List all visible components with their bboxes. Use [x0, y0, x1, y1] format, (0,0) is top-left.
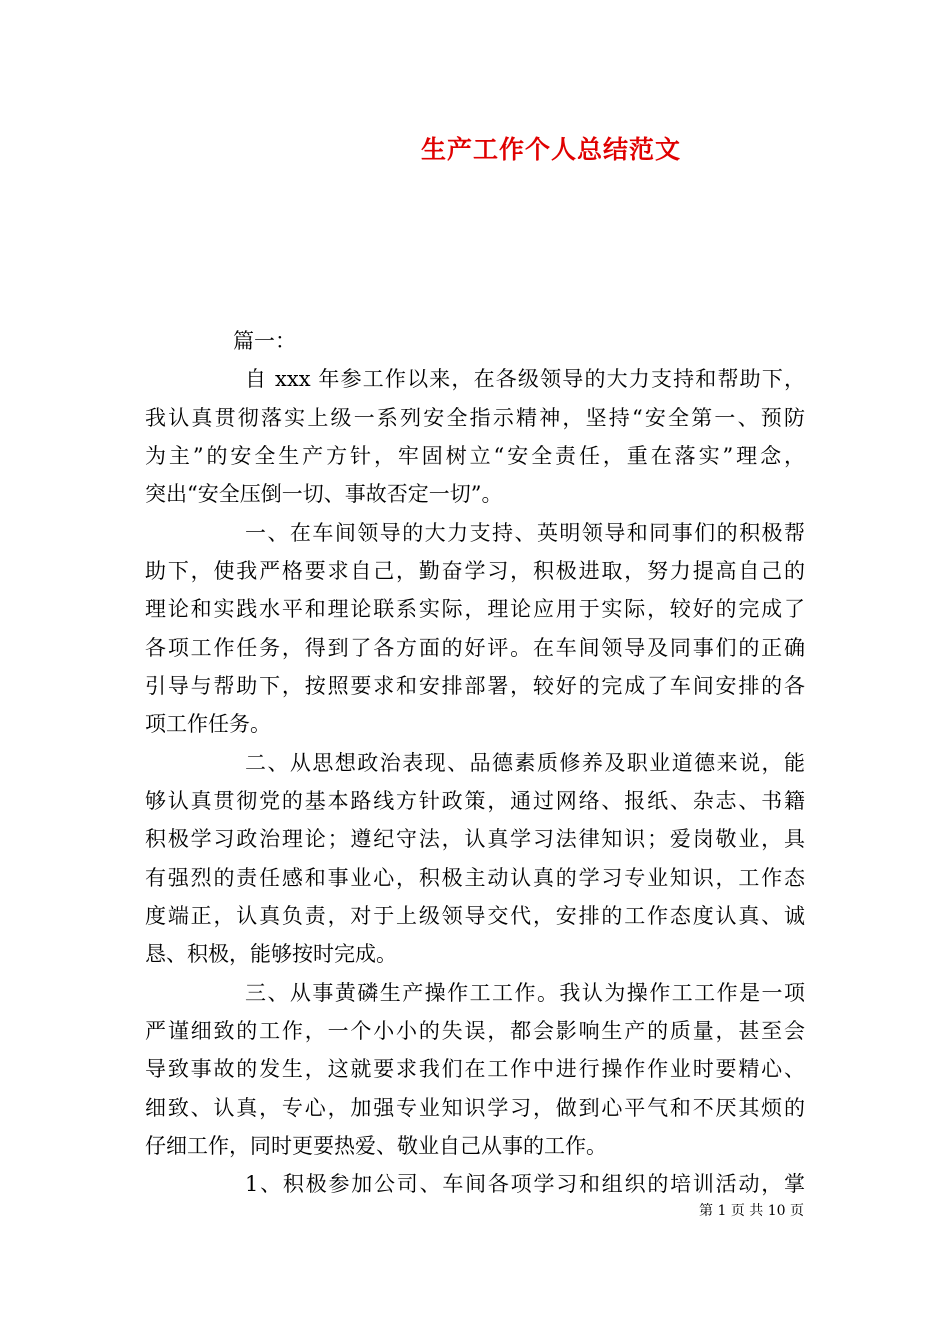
body-line: 有强烈的责任感和事业心，积极主动认真的学习专业知识，工作态 [145, 866, 805, 890]
body-line: 恳、积极，能够按时完成。 [145, 942, 397, 966]
body-line: 为主”的安全生产方针，牢固树立“安全责任，重在落实”理念， [145, 444, 805, 468]
body-line: 积极学习政治理论；遵纪守法，认真学习法律知识；爱岗敬业，具 [145, 827, 805, 851]
body-line: 理论和实践水平和理论联系实际，理论应用于实际，较好的完成了 [145, 597, 805, 621]
document-title: 生产工作个人总结范文 [420, 135, 681, 164]
body-line: 自 xxx 年参工作以来，在各级领导的大力支持和帮助下， [245, 367, 805, 391]
body-line: 严谨细致的工作，一个小小的失误，都会影响生产的质量，甚至会 [145, 1019, 805, 1043]
body-line: 度端正，认真负责，对于上级领导交代，安排的工作态度认真、诚 [145, 904, 805, 928]
body-line: 各项工作任务，得到了各方面的好评。在车间领导及同事们的正确 [145, 636, 805, 660]
body-line: 我认真贯彻落实上级一系列安全指示精神，坚持“安全第一、预防 [145, 406, 805, 430]
body-line: 1、积极参加公司、车间各项学习和组织的培训活动，掌 [245, 1172, 805, 1196]
section-label: 篇一： [233, 329, 296, 353]
body-line: 一、在车间领导的大力支持、英明领导和同事们的积极帮 [245, 521, 805, 545]
body-line: 导致事故的发生，这就要求我们在工作中进行操作作业时要精心、 [145, 1057, 805, 1081]
body-line: 二、从思想政治表现、品德素质修养及职业道德来说，能 [245, 751, 805, 775]
body-line: 仔细工作，同时更要热爱、敬业自己从事的工作。 [145, 1134, 607, 1158]
body-line: 助下，使我严格要求自己，勤奋学习，积极进取，努力提高自己的 [145, 559, 805, 583]
body-line: 项工作任务。 [145, 712, 271, 736]
body-line: 够认真贯彻党的基本路线方针政策，通过网络、报纸、杂志、书籍 [145, 789, 805, 813]
body-line: 突出“安全压倒一切、事故否定一切”。 [145, 482, 503, 506]
body-line: 细致、认真，专心，加强专业知识学习，做到心平气和不厌其烦的 [145, 1096, 805, 1120]
page-number-footer: 第 1 页 共 10 页 [699, 1203, 804, 1219]
body-line: 三、从事黄磷生产操作工工作。我认为操作工工作是一项 [245, 981, 805, 1005]
body-line: 引导与帮助下，按照要求和安排部署，较好的完成了车间安排的各 [145, 674, 805, 698]
